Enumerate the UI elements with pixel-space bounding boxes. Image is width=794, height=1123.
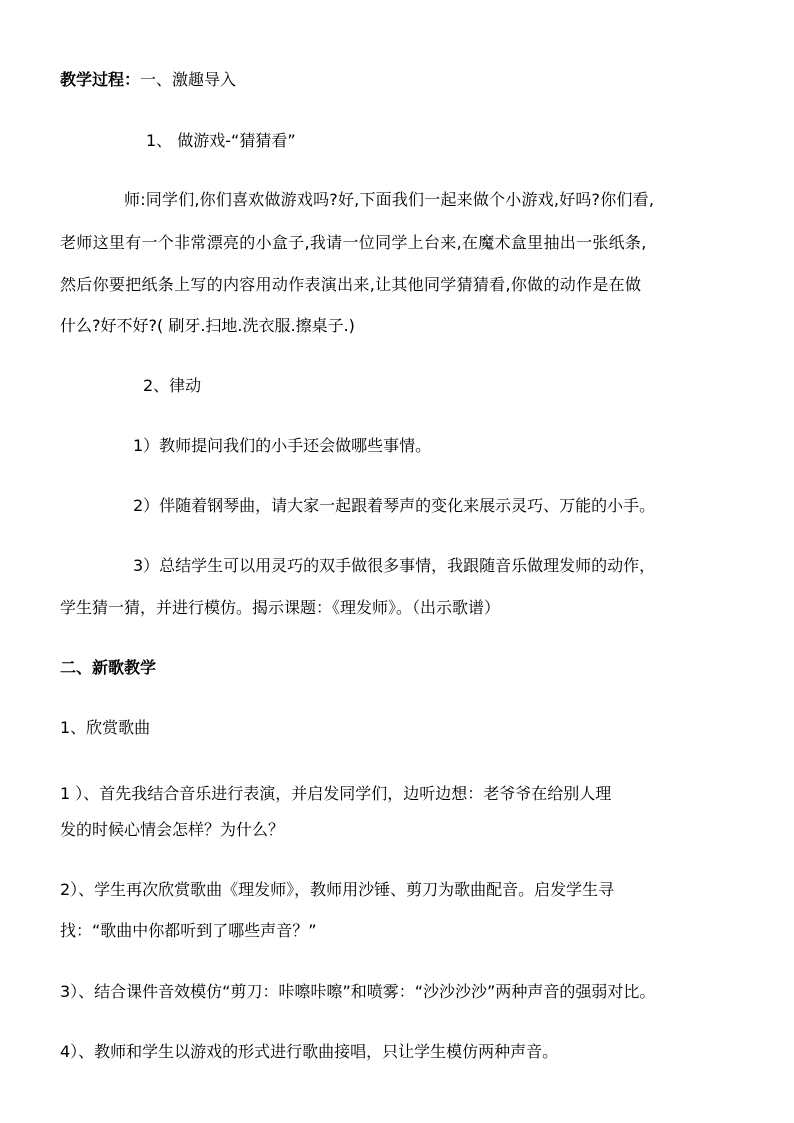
item2-title: 2、律动 [143,376,202,395]
heading-label: 教学过程： [60,70,141,89]
section-heading: 二、新歌教学 [60,658,157,677]
step-item: 3）、结合课件音效模仿“剪刀：咔嚓咔嚓”和喷雾：“沙沙沙沙”两种声音的强弱对比。 [60,982,656,1001]
step-item: 1 ）、首先我结合音乐进行表演，并启发同学们，边听边想：老爷爷在给别人理 [60,784,612,803]
paragraph-line: 老师这里有一个非常漂亮的小盒子,我请一位同学上台来,在魔术盒里抽出一张纸条, [60,233,647,252]
heading-teaching-process [60,70,236,90]
subitem-continued: 学生猜一猜，并进行模仿。揭示课题：《理发师》。（出示歌谱） [60,598,501,617]
subitem: 2）伴随着钢琴曲，请大家一起跟着琴声的变化来展示灵巧、万能的小手。 [133,496,656,515]
heading-text: 一、激趣导入 [140,70,237,89]
item1-title: 1、 做游戏-“猜猜看” [146,131,296,150]
step-item-continued: 找：“歌曲中你都听到了哪些声音？” [60,921,317,940]
step-item-continued: 发的时候心情会怎样？为什么？ [60,820,285,839]
subitem: 1）教师提问我们的小手还会做哪些事情。 [133,436,432,455]
paragraph-line: 然后你要把纸条上写的内容用动作表演出来,让其他同学猜猜看,你做的动作是在做 [60,275,642,294]
paragraph-line: 什么?好不好?( 刷牙.扫地.洗衣服.擦桌子.) [60,316,355,335]
step-item: 2）、学生再次欣赏歌曲《理发师》，教师用沙锤、剪刀为歌曲配音。启发学生寻 [60,880,615,899]
subitem: 3）总结学生可以用灵巧的双手做很多事情，我跟随音乐做理发师的动作， [133,556,656,575]
step-item: 4）、教师和学生以游戏的形式进行歌曲接唱，只让学生模仿两种声音。 [60,1042,559,1061]
paragraph-line: 师:同学们,你们喜欢做游戏吗?好,下面我们一起来做个小游戏,好吗?你们看, [124,190,655,209]
subsection-title: 1、欣赏歌曲 [60,718,151,737]
